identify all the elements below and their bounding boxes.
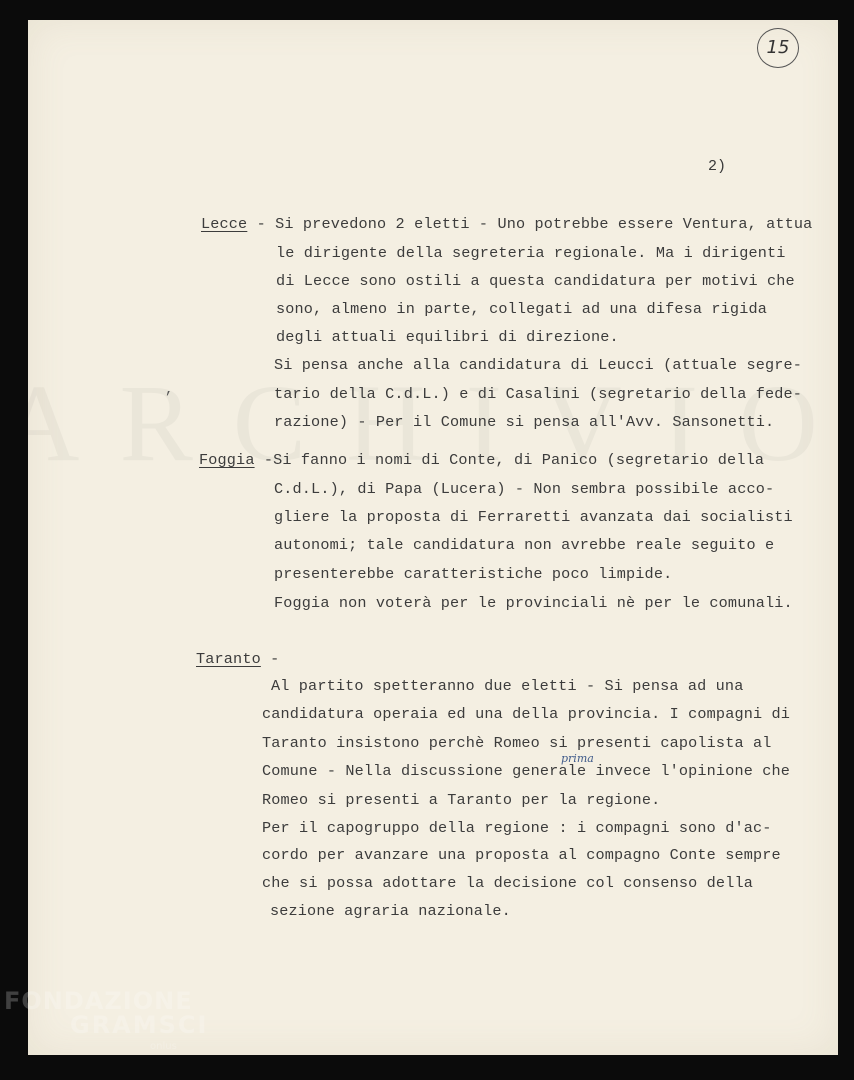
lecce-line: sono, almeno in parte, collegati ad una difesa rigida [276,300,767,318]
watermark-line2: GRAMSCI [70,1011,209,1039]
taranto-line: Romeo si presenti a Taranto per la regione. [262,791,661,809]
lecce-line: Si pensa anche alla candidatura di Leucci (attuale segre- [274,356,803,374]
stray-mark: , [165,382,174,398]
taranto-line: Taranto insistono perchè Romeo si presenti capolista al [262,734,772,752]
watermark-line3: onlus [150,1041,177,1052]
foggia-heading-line [199,451,764,469]
taranto-line: Per il capogruppo della regione : i compagni sono d'ac- [262,819,772,837]
lecce-heading-line [201,215,812,233]
lecce-label: Lecce [201,215,248,233]
lecce-line: razione) - Per il Comune si pensa all'Avv. Sansonetti. [274,413,775,431]
archive-stamp-number: 15 [757,28,799,68]
foggia-line: autonomi; tale candidatura non avrebbe reale seguito e [274,536,775,554]
foggia-line: presenterebbe caratteristiche poco limpide. [274,565,673,583]
lecce-first-line: - Si prevedono 2 eletti - Uno potrebbe essere Ventura, attua [247,215,813,233]
foggia-label: Foggia [199,451,255,469]
lecce-line: di Lecce sono ostili a questa candidatura per motivi che [276,272,795,290]
lecce-line: tario della C.d.L.) e di Casalini (segretario della fede- [274,385,803,403]
handwritten-correction: prima [561,752,594,765]
taranto-line: candidatura operaia ed una della provincia. I compagni di [262,705,791,723]
taranto-line: Al partito spetteranno due eletti - Si pensa ad una [271,677,744,695]
taranto-line: cordo per avanzare una proposta al compagno Conte sempre [262,846,781,864]
foggia-line: Foggia non voterà per le provinciali nè per le comunali. [274,594,793,612]
foggia-line: C.d.L.), di Papa (Lucera) - Non sembra possibile acco- [274,480,775,498]
lecce-line: le dirigente della segreteria regionale. Ma i dirigenti [276,244,786,262]
taranto-label: Taranto [196,650,261,668]
lecce-line: degli attuali equilibri di direzione. [276,328,619,346]
foggia-first-line: -Si fanno i nomi di Conte, di Panico (segretario della [254,451,765,469]
taranto-first-line: - [260,650,280,668]
taranto-line: Comune - Nella discussione generale invece l'opinione che [262,762,791,780]
taranto-heading-line [196,650,279,668]
page-number: 2) [708,158,727,175]
taranto-line: che si possa adottare la decisione col consenso della [262,874,753,892]
taranto-line: sezione agraria nazionale. [270,902,511,920]
foggia-line: gliere la proposta di Ferraretti avanzata dai socialisti [274,508,793,526]
watermark-line1: FONDAZIONE [4,987,193,1015]
archive-watermark [4,987,214,1052]
